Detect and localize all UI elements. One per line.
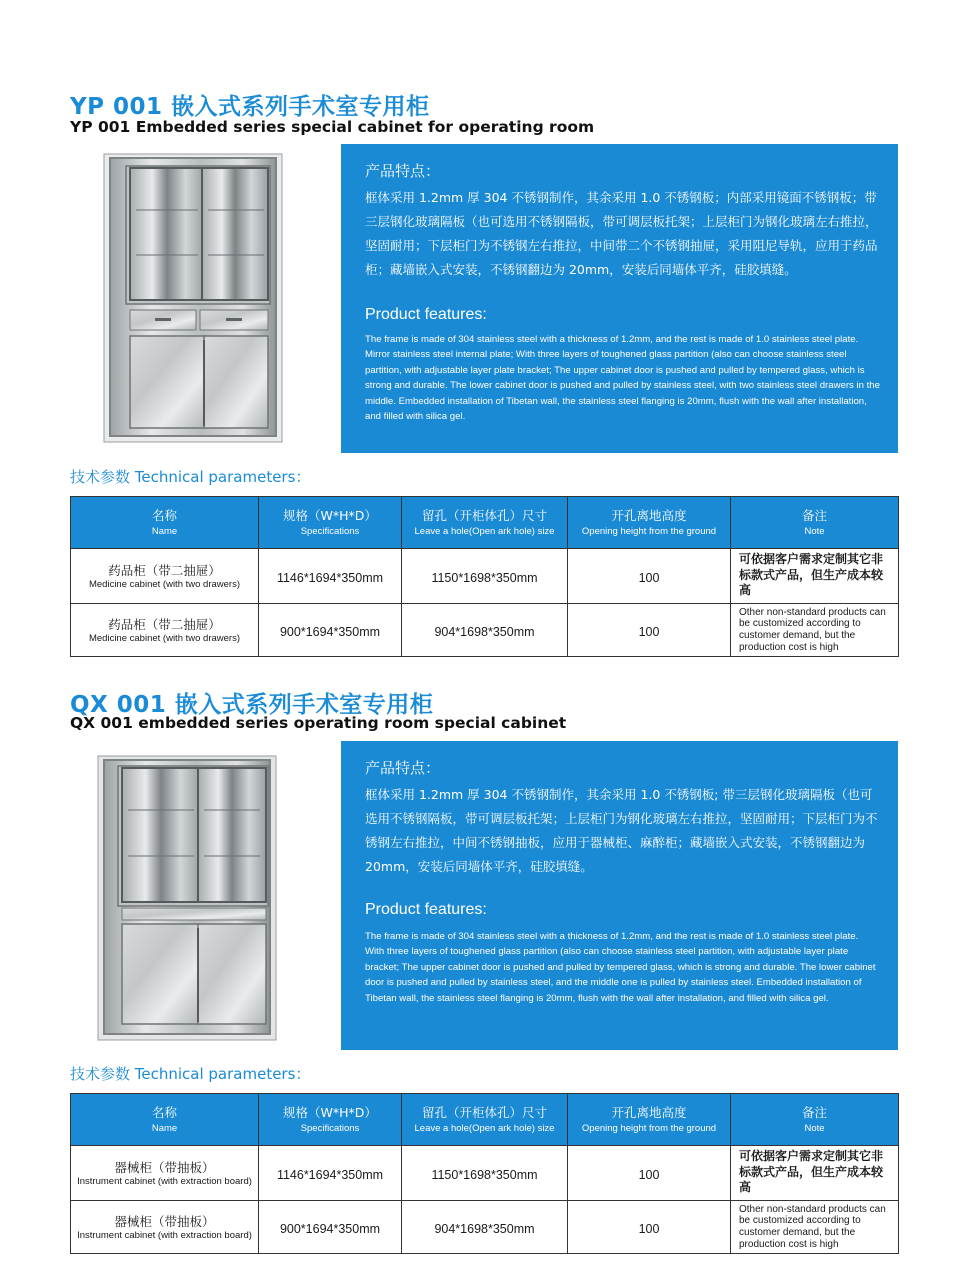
cell-height: 100 (568, 1146, 731, 1201)
header-hole: 留孔（开柜体孔）尺寸 Leave a hole(Open ark hole) size (402, 1094, 568, 1146)
cell-spec: 1146*1694*350mm (259, 1146, 402, 1201)
header-height: 开孔离地高度 Opening height from the ground (568, 1094, 731, 1146)
features-heading-cn: 产品特点： (365, 162, 441, 180)
header-spec: 规格（W*H*D） Specifications (259, 497, 402, 549)
header-hole: 留孔（开柜体孔）尺寸 Leave a hole(Open ark hole) size (402, 497, 568, 549)
note-cn: 可依据客户需求定制其它非标款式产品，但生产成本较高 (739, 552, 884, 597)
header-height: 开孔离地高度 Opening height from the ground (568, 497, 731, 549)
cell-name: 药品柜（带二抽屉） Medicine cabinet (with two drawers) (71, 549, 259, 604)
note-cn: 可依据客户需求定制其它非标款式产品，但生产成本较高 (739, 1149, 884, 1194)
cell-hole: 1150*1698*350mm (402, 1146, 568, 1201)
cell-spec: 1146*1694*350mm (259, 549, 402, 604)
features-text-en: The frame is made of 304 stainless steel with a thickness of 1.2mm, and the rest is made of 1.0 stainless steel plate. Mirror stainless steel internal plate; With three layers of toughened glass partition (also can choose stainless steel partition, with adjustable layer plate bracket; The upper cabinet door is pushed and pulled by tempered glass, which is strong and durable. The lower cabinet door is pushed and pulled by stainless steel, with two stainless steel drawers in the middle. Embedded installation of Tibetan wall, the stainless steel flanging is 20mm, flush with the wall after installation, and filled with silica gel. (365, 334, 880, 423)
product-title-en: QX 001 embedded series operating room special cabinet (70, 714, 567, 732)
cell-hole: 904*1698*350mm (402, 604, 568, 656)
product-title-en: YP 001 Embedded series special cabinet for operating room (70, 118, 595, 136)
note-en: Other non-standard products can be customized according to customer demand, but the production cost is high (739, 606, 886, 653)
cell-name: 器械柜（带抽板） Instrument cabinet (with extraction board) (71, 1146, 259, 1201)
cell-height: 100 (568, 549, 731, 604)
features-text-cn: 框体采用 1.2mm 厚 304 不锈钢制作，其余采用 1.0 不锈钢板；内部采用镜面不锈钢板；带三层钢化玻璃隔板（也可选用不锈钢隔板，带可调层板托架；上层柜门为钢化玻璃左右推拉，坚固耐用；下层柜门为不锈钢左右推拉，中间带二个不锈钢抽屉，采用阻尼导轨，应用于药品柜；藏墙嵌入式安装，不锈钢翻边为 20mm，安装后同墙体平齐，硅胶填缝。 (365, 190, 878, 277)
header-spec: 规格（W*H*D） Specifications (259, 1094, 402, 1146)
header-name: 名称 Name (71, 1094, 259, 1146)
cell-spec: 900*1694*350mm (259, 1201, 402, 1253)
header-note: 备注 Note (731, 1094, 899, 1146)
table-header-row (71, 1094, 899, 1146)
cell-note (731, 1146, 899, 1254)
cabinet-photo-qx001 (94, 752, 279, 1042)
cell-name: 药品柜（带二抽屉） Medicine cabinet (with two drawers) (71, 604, 259, 656)
product-title-cn: QX 001 嵌入式系列手术室专用柜 (70, 692, 434, 718)
features-heading-en: Product features: (365, 901, 487, 918)
features-panel (341, 741, 898, 1050)
params-label: 技术参数 Technical parameters： (70, 468, 311, 486)
table-row (71, 1146, 899, 1201)
cell-hole: 904*1698*350mm (402, 1201, 568, 1253)
note-en: Other non-standard products can be customized according to customer demand, but the production cost is high (739, 1203, 886, 1250)
params-label: 技术参数 Technical parameters： (70, 1065, 311, 1083)
product-title-cn: YP 001 嵌入式系列手术室专用柜 (70, 94, 430, 120)
cell-hole: 1150*1698*350mm (402, 549, 568, 604)
features-text-cn: 框体采用 1.2mm 厚 304 不锈钢制作，其余采用 1.0 不锈钢板; 带三层钢化玻璃隔板（也可选用不锈钢隔板，带可调层板托架；上层柜门为钢化玻璃左右推拉，坚固耐用；下层柜门为不锈钢左右推拉，中间不锈钢抽板，应用于器械柜、麻醉柜；藏墙嵌入式安装，不锈钢翻边为 20mm，安装后同墙体平齐，硅胶填缝。 (365, 787, 878, 874)
header-name: 名称 Name (71, 497, 259, 549)
params-table (70, 1093, 899, 1254)
features-text-en: The frame is made of 304 stainless steel with a thickness of 1.2mm, and the rest is made of 1.0 stainless steel plate. With three layers of toughened glass partition (also can choose stainless steel partition, with adjustable layer plate bracket; The upper cabinet door is pushed and pulled by tempered glass, which is strong and durable. The lower cabinet door is pushed and pulled by stainless steel, and the middle one is pulled by stainless steel. Embedded installation of Tibetan wall, the stainless steel flanging is 20mm, flush with the wall after installation, and filled with silica gel. (365, 931, 876, 1004)
cell-name: 器械柜（带抽板） Instrument cabinet (with extraction board) (71, 1201, 259, 1253)
features-heading-en: Product features: (365, 306, 487, 323)
cell-height: 100 (568, 1201, 731, 1253)
features-heading-cn: 产品特点： (365, 759, 441, 777)
cell-spec: 900*1694*350mm (259, 604, 402, 656)
cell-height: 100 (568, 604, 731, 656)
header-note: 备注 Note (731, 497, 899, 549)
